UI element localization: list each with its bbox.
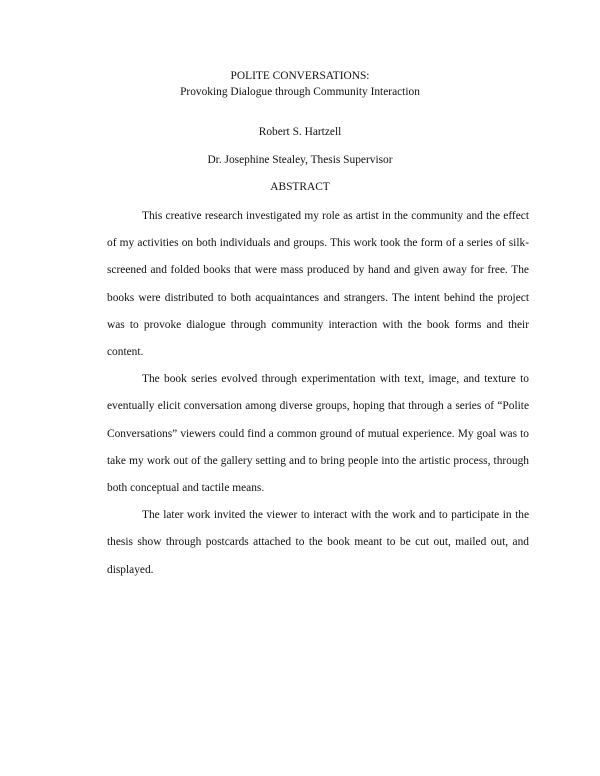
- abstract-paragraph: The later work invited the viewer to interact with the work and to participate in the thesis show through postcards attached to the book meant to be cut out, mailed out, and displayed.: [107, 509, 529, 576]
- title-block: [0, 68, 600, 100]
- abstract-paragraph: The book series evolved through experimentation with text, image, and texture to eventually elicit conversation among diverse groups, hoping that through a series of “Polite Conversations” viewers could find a common ground of mutual experience. My goal was to take my work out of the gallery setting and to bring people into the artistic process, through both conceptual and tactile means.: [107, 373, 529, 495]
- document-title: POLITE CONVERSATIONS:: [230, 70, 370, 82]
- abstract-heading: ABSTRACT: [270, 181, 330, 193]
- author-name: Robert S. Hartzell: [258, 126, 342, 138]
- abstract-body: [107, 203, 529, 584]
- thesis-supervisor: Dr. Josephine Stealey, Thesis Supervisor: [207, 154, 393, 166]
- document-subtitle: Provoking Dialogue through Community Interaction: [180, 86, 420, 98]
- abstract-paragraph: This creative research investigated my role as artist in the community and the effect of my activities on both individuals and groups. This work took the form of a series of silk-screened and folded books that were mass produced by hand and given away for free. The books were distributed to both acquaintances and strangers. The intent behind the project was to provoke dialogue through community interaction with the book forms and their content.: [107, 210, 529, 359]
